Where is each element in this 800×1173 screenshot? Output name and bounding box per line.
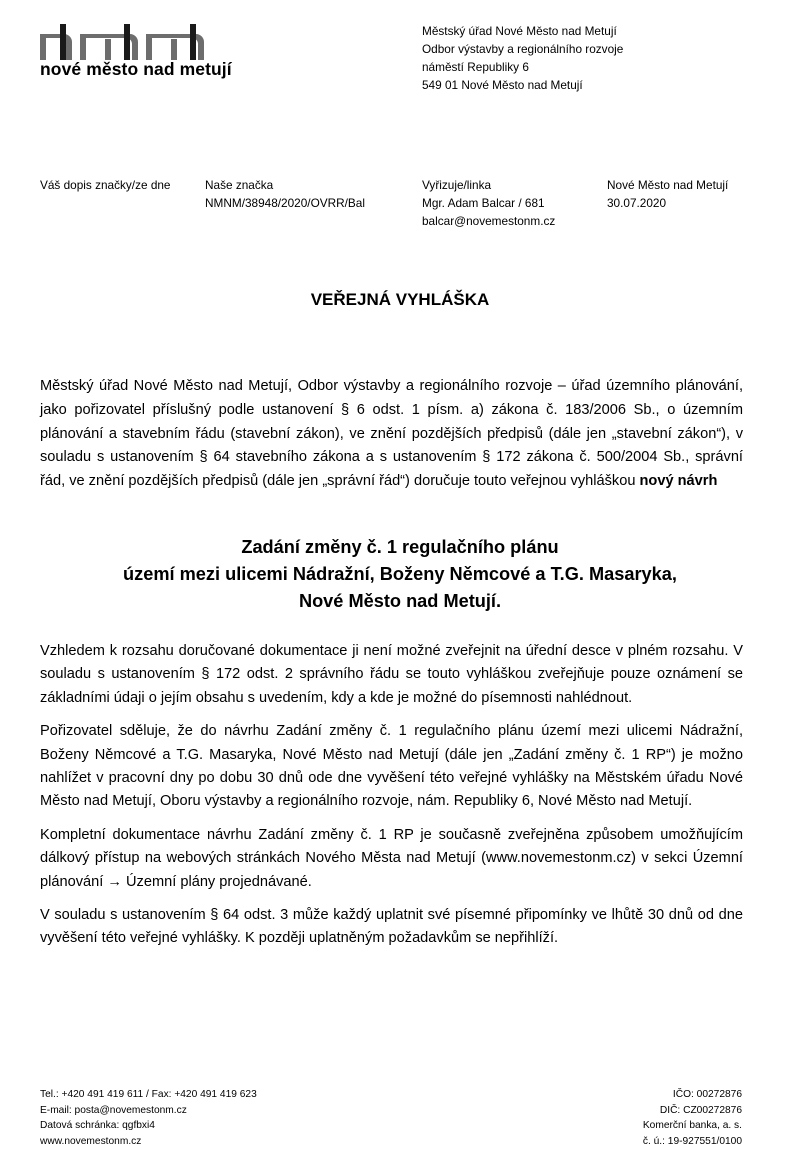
our-ref-label: Naše značka [205,178,274,192]
intro-bold: nový návrh [639,473,718,490]
body-paragraph: V souladu s ustanovením § 64 odst. 3 může každý uplatnit své písemné připomínky ve lhůtě 30 dnů od dne vyvěšení této veřejné vyhlášky. K později uplatněným požadavkům se nepřihlíží. [40,907,743,947]
sender-address [422,22,623,94]
handler-label: Vyřizuje/linka [422,178,492,192]
footer-ico: IČO: 00272876 [672,1089,742,1100]
right-arrow-icon: → [107,873,122,890]
address-line: Městský úřad Nové Město nad Metují [422,24,617,38]
footer-phone: Tel.: +420 491 419 611 / Fax: +420 491 419 623 [40,1089,257,1100]
footer-bank: Komerční banka, a. s. [642,1120,742,1131]
our-reference [205,176,365,212]
body-paragraph: Pořizovatel sděluje, že do návrhu Zadání změny č. 1 regulačního plánu území mezi ulicemi Nádražní, Boženy Němcové a T.G. Masaryka, Nové Město nad Metují (dále jen „Zadání změny č. 1 RP“) je možno nahlížet v pracovní dny po dobu 30 dnů ode dne vyvěšení této veřejné vyhlášky na Městském úřadu Nové Město nad Metují, Oboru výstavby a regionálního rozvoje, nám. Republiky 6, Nové Město nad Metují. [40,723,743,810]
intro-paragraph [40,375,743,494]
footer-databox: Datová schránka: qgfbxi4 [40,1120,155,1131]
address-line: náměstí Republiky 6 [422,60,529,74]
our-ref-value: NMNM/38948/2020/OVRR/Bal [205,196,365,210]
your-ref-label: Váš dopis značky/ze dne [40,178,171,192]
address-line: Odbor výstavby a regionálního rozvoje [422,42,624,56]
handler-email: balcar@novemestonm.cz [422,214,556,228]
document-subject [0,534,800,615]
logo-wordmark: nové město nad metují [40,59,232,79]
handler-value: Mgr. Adam Balcar / 681 [422,196,545,210]
handler-info [422,176,555,230]
intro-text: Městský úřad Nové Město nad Metují, Odbor výstavby a regionálního rozvoje – úřad územního plánování, jako pořizovatel příslušný podle ustanovení § 6 odst. 1 písm. a) zákona č. 183/2006 Sb., o územním plánování a stavebním řádu (stavební zákon), ve znění pozdějších předpisů (dále jen „stavební zákon“), v souladu s ustanovením § 64 stavebního zákona a s ustanovením § 172 zákona č. 500/2004 Sb., správní řád, ve znění pozdějších předpisů (dále jen „správní řád“) doručuje touto veřejnou vyhláškou [40,378,743,490]
body-paragraph [40,824,743,894]
date: 30.07.2020 [607,196,667,210]
p3-text-end: Územní plány projednávané. [121,873,312,890]
subject-line: Zadání změny č. 1 regulačního plánu [241,537,559,557]
subject-line: území mezi ulicemi Nádražní, Boženy Němcové a T.G. Masaryka, [123,564,677,584]
body-paragraph: Vzhledem k rozsahu doručované dokumentace ji není možné zveřejnit na úřední desce v plném rozsahu. V souladu s ustanovením § 172 odst. 2 správního řádu se touto vyhláškou zveřejňuje pouze oznámení se základními údaji o jejím obsahu s uvedením, kdy a kde je možné do písemnosti nahlédnout. [40,643,743,706]
address-line: 549 01 Nové Město nad Metují [422,78,583,92]
footer-website: www.novemestonm.cz [40,1135,142,1147]
footer-contacts [40,1087,257,1149]
footer-company [643,1087,742,1149]
place-date [607,176,728,212]
your-reference [40,176,171,194]
document-title: VEŘEJNÁ VYHLÁŠKA [310,290,490,309]
footer-email: E-mail: posta@novemestonm.cz [40,1104,187,1116]
place: Nové Město nad Metují [607,178,729,192]
document-body [40,640,743,961]
footer-account: č. ú.: 19-927551/0100 [642,1135,742,1147]
subject-line: Nové Město nad Metují. [298,591,502,611]
footer-dic: DIČ: CZ00272876 [659,1104,742,1116]
p3-text: Kompletní dokumentace návrhu Zadání změny č. 1 RP je současně zveřejněna způsobem umožňujícím dálkový přístup na webových stránkách Nového Města nad Metují (www.novemestonm.cz) v sekci Územní plánování [40,826,743,890]
